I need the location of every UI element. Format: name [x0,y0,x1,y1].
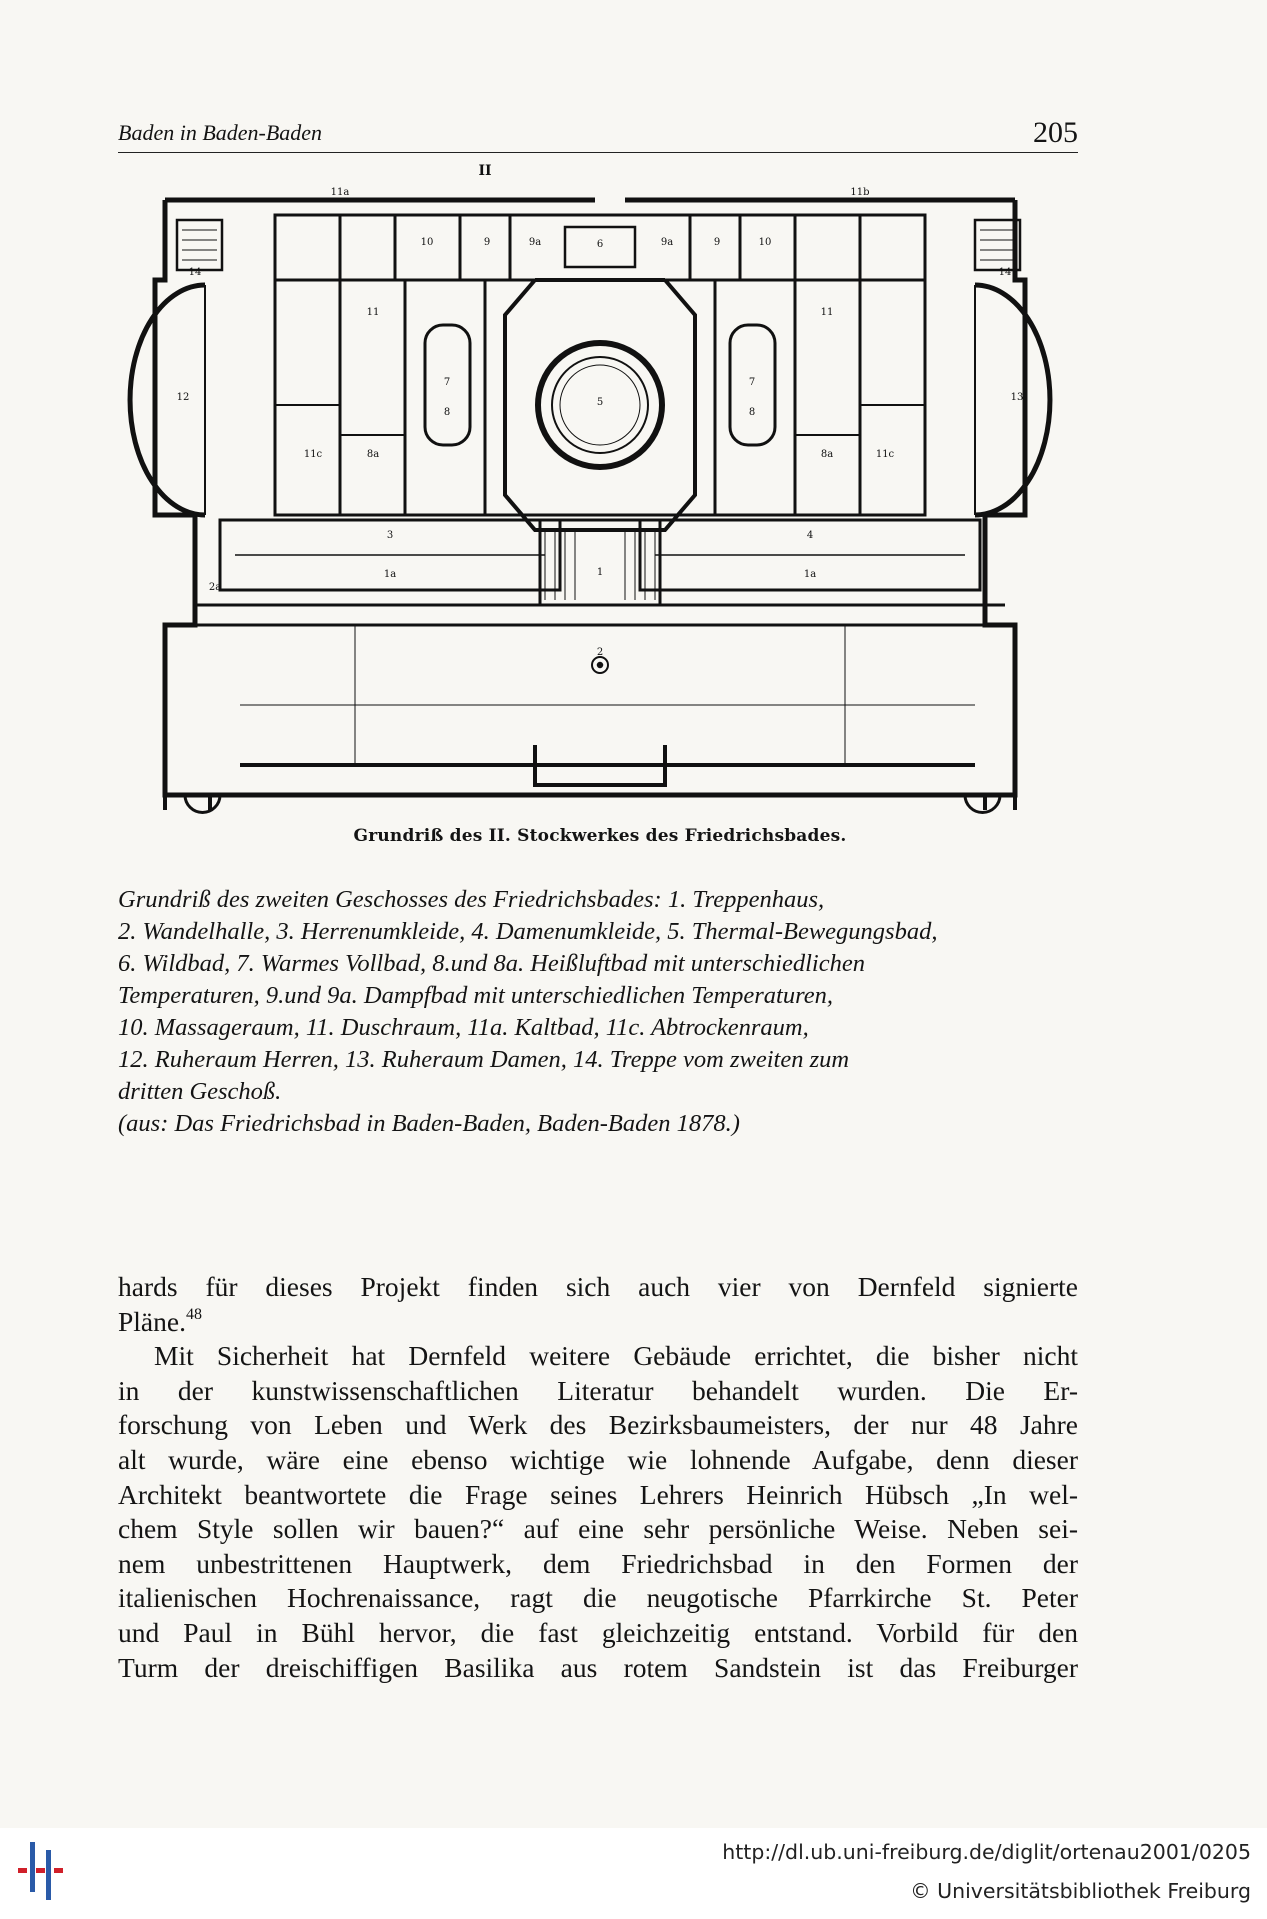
text-line: alt wurde, wäre eine ebenso wichtige wie lohnende Aufgabe, denn dieser [118,1443,1078,1475]
room-label: 7 [443,377,451,388]
room-label: 14 [188,267,202,278]
room-label: 11a [330,187,350,198]
text-line: forschung von Leben und Werk des Bezirksbaumeisters, der nur 48 Jahre [118,1409,1078,1441]
caption-line: dritten Geschoß. [118,1078,282,1105]
paragraph [118,1270,1078,1339]
footnote-reference: 48 [185,1305,202,1323]
caption-line: 10. Massageraum, 11. Duschraum, 11a. Kaltbad, 11c. Abtrockenraum, [118,1014,809,1041]
copyright-notice: © Universitätsbibliothek Freiburg [910,1879,1251,1903]
room-label: 9 [713,237,721,248]
text-line: in der kunstwissenschaftlichen Literatur behandelt wurden. Die Er- [118,1374,1078,1406]
repository-footer [0,1828,1267,1919]
page-number: 205 [1033,116,1078,149]
room-label: 11 [820,307,834,318]
caption-line: 12. Ruheraum Herren, 13. Ruheraum Damen, 14. Treppe vom zweiten zum [118,1046,850,1073]
room-label: 8a [820,449,834,460]
room-label: 2a [208,582,222,593]
caption-line: 2. Wandelhalle, 3. Herrenumkleide, 4. Damenumkleide, 5. Thermal-Bewegungsbad, [118,918,938,945]
floor-label: II [478,163,492,179]
text-line: nem unbestrittenen Hauptwerk, dem Friedrichsbad in den Formen der [118,1547,1078,1579]
text-line: italienischen Hochrenaissance, ragt die neugotische Pfarrkirche St. Peter [118,1582,1078,1614]
plan-caption: Grundriß des II. Stockwerkes des Friedrichsbades. [353,826,847,846]
room-label: 4 [806,530,814,541]
text-line [118,1305,1078,1340]
room-label: 11b [850,187,870,198]
figure-caption [118,884,1078,1140]
room-label: 12 [176,392,190,403]
room-label: 8 [748,407,756,418]
room-label: 3 [386,530,394,541]
room-label: 9 [483,237,491,248]
text-line: Turm der dreischiffigen Basilika aus rotem Sandstein ist das Freiburger [118,1651,1078,1683]
floor-plan-drawing [125,163,1075,815]
caption-line: Grundriß des zweiten Geschosses des Friedrichsbades: 1. Treppenhaus, [118,886,825,913]
floor-plan-figure [125,163,1075,815]
room-label: 8a [366,449,380,460]
running-title: Baden in Baden-Baden [118,120,323,145]
text-line: Mit Sicherheit hat Dernfeld weitere Gebäude errichtet, die bisher nicht [154,1340,1078,1372]
room-label: 2 [596,647,604,658]
room-label: 9a [660,237,674,248]
text-line: hards für dieses Projekt finden sich auch vier von Dernfeld signierte [118,1271,1078,1302]
room-label: 8 [443,407,451,418]
library-logo-icon [16,1840,72,1902]
text-line: und Paul in Bühl hervor, die fast gleichzeitig entstand. Vorbild für den [118,1616,1078,1648]
caption-line: (aus: Das Friedrichsbad in Baden-Baden, Baden-Baden 1878.) [118,1110,740,1137]
room-label: 6 [596,239,604,250]
paragraph [118,1339,1078,1685]
text-fragment: Pläne. [118,1305,186,1337]
room-label: 14 [998,267,1012,278]
caption-line: 6. Wildbad, 7. Warmes Vollbad, 8.und 8a. Heißluftbad mit unterschiedlichen [118,950,865,977]
room-label: 9a [528,237,542,248]
room-label: 11c [303,449,323,460]
room-label: 13 [1010,392,1024,403]
text-line: chem Style sollen wir bauen?“ auf eine sehr persönliche Weise. Neben sei- [118,1513,1078,1545]
room-label: 1 [596,567,604,578]
room-label: 5 [596,397,604,408]
room-label: 10 [420,237,434,248]
room-label: 10 [758,237,772,248]
room-label: 11 [366,307,380,318]
room-label: 1a [383,569,397,580]
body-text [118,1270,1078,1685]
text-line: Architekt beantwortete die Frage seines Lehrers Heinrich Hübsch „In wel- [118,1478,1078,1510]
page-header [118,112,1078,153]
caption-line: Temperaturen, 9.und 9a. Dampfbad mit unterschiedlichen Temperaturen, [118,982,833,1009]
room-label: 1a [803,569,817,580]
room-label: 11c [875,449,895,460]
room-label: 7 [748,377,756,388]
document-url-link[interactable]: http://dl.ub.uni-freiburg.de/diglit/ortenau2001/0205 [722,1840,1251,1864]
